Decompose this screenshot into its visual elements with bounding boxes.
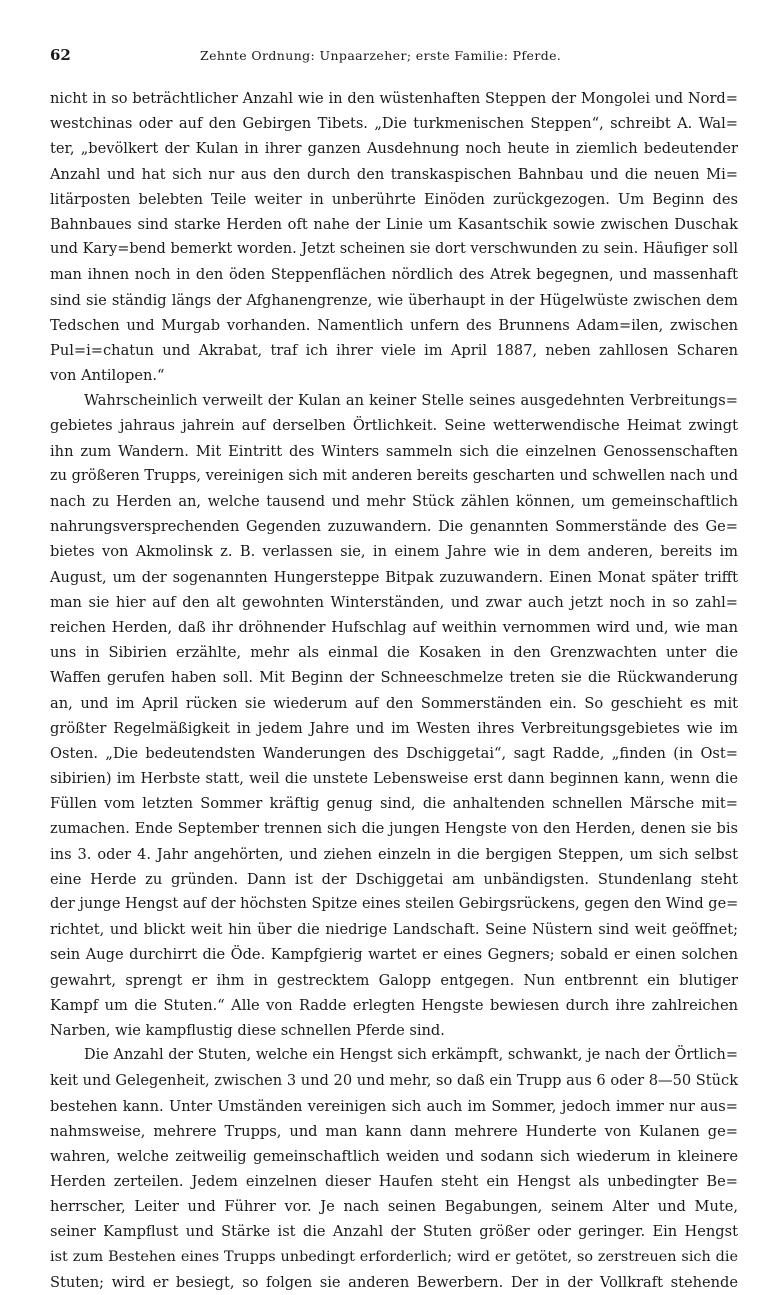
page-header — [50, 46, 738, 72]
text-line: zu größeren Trupps, vereinigen sich mit anderen bereits gescharten und schwellen nach und — [50, 467, 738, 484]
text-line: reichen Herden, daß ihr dröhnender Hufschlag auf weithin vernommen wird und, wie man — [50, 618, 738, 636]
text-line: Stuten; wird er besiegt, so folgen sie anderen Bewerbern. Der in der Vollkraft stehende — [50, 1273, 738, 1291]
text-line: und Kary=bend bemerkt worden. Jetzt scheinen sie dort verschwunden zu sein. Häufiger soll — [50, 241, 738, 258]
text-line: ter, „bevölkert der Kulan in ihrer ganzen Ausdehnung noch heute in ziemlich bedeutender — [50, 140, 738, 158]
page-number: 62 — [50, 46, 71, 64]
text-line: man sie hier auf den alt gewohnten Winterständen, und zwar auch jetzt noch in so zahl= — [50, 593, 738, 611]
body-text — [50, 86, 738, 1295]
text-line: Kampf um die Stuten.“ Alle von Radde erlegten Hengste bewiesen durch ihre zahlreichen — [50, 996, 738, 1014]
text-line: Herden zerteilen. Jedem einzelnen dieser Haufen steht ein Hengst als unbedingter Be= — [50, 1173, 738, 1191]
text-line: nahrungsversprechenden Gegenden zuzuwandern. Die genannten Sommerstände des Ge= — [50, 518, 738, 536]
text-line: eine Herde zu gründen. Dann ist der Dschiggetai am unbändigsten. Stundenlang steht — [50, 870, 738, 888]
text-line: ins 3. oder 4. Jahr angehörten, und ziehen einzeln in die bergigen Steppen, um sich selbst — [50, 845, 738, 863]
text-line: herrscher, Leiter und Führer vor. Je nach seinen Begabungen, seinem Alter und Mute, — [50, 1198, 738, 1216]
text-line: von Antilopen.“ — [50, 367, 165, 385]
text-line: richtet, und blickt weit hin über die niedrige Landschaft. Seine Nüstern sind weit geöffnet; — [50, 921, 738, 939]
book-page — [50, 46, 738, 1295]
text-line: ihn zum Wandern. Mit Eintritt des Winters sammeln sich die einzelnen Genossenschaften — [50, 442, 738, 460]
text-line: gewahrt, sprengt er ihm in gestrecktem Galopp entgegen. Nun entbrennt ein blutiger — [50, 971, 738, 989]
text-line: Die Anzahl der Stuten, welche ein Hengst sich erkämpft, schwankt, je nach der Örtlich= — [84, 1047, 738, 1064]
text-line: Wahrscheinlich verweilt der Kulan an keiner Stelle seines ausgedehnten Verbreitungs= — [84, 392, 738, 410]
text-line: August, um der sogenannten Hungersteppe Bitpak zuzuwandern. Einen Monat später trifft — [50, 568, 738, 586]
paragraph — [50, 1043, 738, 1295]
text-line: man ihnen noch in den öden Steppenflächen nördlich des Atrek begegnen, und massenhaft — [50, 266, 738, 284]
text-line: nicht in so beträchtlicher Anzahl wie in den wüstenhaften Steppen der Mongolei und Nord= — [50, 90, 738, 107]
text-line: gebietes jahraus jahrein auf derselben Örtlichkeit. Seine wetterwendische Heimat zwingt — [50, 417, 738, 435]
text-line: ist zum Bestehen eines Trupps unbedingt erforderlich; wird er getötet, so zerstreuen sich die — [50, 1248, 738, 1265]
text-line: Tedschen und Murgab vorhanden. Namentlich unfern des Brunnens Adam=ilen, zwischen — [50, 316, 738, 334]
paragraph — [50, 388, 738, 1043]
text-line: Waffen gerufen haben soll. Mit Beginn der Schneeschmelze treten sie die Rückwanderung — [50, 669, 738, 687]
text-line: an, und im April rücken sie wiederum auf den Sommerständen ein. So geschieht es mit — [50, 694, 738, 712]
running-head: Zehnte Ordnung: Unpaarzeher; erste Familie: Pferde. — [200, 48, 562, 63]
text-line: litärposten belebten Teile weiter in unberührte Einöden zurückgezogen. Um Beginn des — [50, 190, 738, 208]
text-line: größter Regelmäßigkeit in jedem Jahre und im Westen ihres Verbreitungsgebietes wie im — [50, 719, 738, 737]
text-line: Pul=i=chatun und Akrabat, traf ich ihrer viele im April 1887, neben zahllosen Scharen — [50, 341, 738, 359]
text-line: Narben, wie kampflustig diese schnellen Pferde sind. — [50, 1021, 445, 1039]
text-line: nahmsweise, mehrere Trupps, und man kann dann mehrere Hunderte von Kulanen ge= — [50, 1122, 738, 1140]
text-line: Bahnbaues sind starke Herden oft nahe der Linie um Kasantschik sowie zwischen Duschak — [50, 215, 738, 233]
text-line: sind sie ständig längs der Afghanengrenze, wie überhaupt in der Hügelwüste zwischen dem — [50, 291, 738, 309]
text-line: der junge Hengst auf der höchsten Spitze eines steilen Gebirgsrückens, gegen den Wind ge= — [50, 896, 739, 912]
text-line: keit und Gelegenheit, zwischen 3 und 20 und mehr, so daß ein Trupp aus 6 oder 8—50 Stück — [50, 1072, 739, 1090]
text-line: bietes von Akmolinsk z. B. verlassen sie, in einem Jahre wie in dem anderen, bereits im — [50, 543, 738, 561]
text-line: uns in Sibirien erzählte, mehr als einmal die Kosaken in den Grenzwachten unter die — [50, 644, 738, 662]
text-line: sibirien) im Herbste statt, weil die unstete Lebensweise erst dann beginnen kann, wenn die — [50, 770, 738, 788]
text-line: zumachen. Ende September trennen sich die jungen Hengste von den Herden, denen sie bis — [50, 820, 738, 838]
text-line: seiner Kampflust und Stärke ist die Anzahl der Stuten größer oder geringer. Ein Hengst — [50, 1223, 738, 1241]
text-line: westchinas oder auf den Gebirgen Tibets. „Die turkmenischen Steppen“, schreibt A. Wal= — [50, 115, 738, 133]
text-line: Osten. „Die bedeutendsten Wanderungen des Dschiggetai“, sagt Radde, „finden (in Ost= — [50, 744, 738, 762]
text-line: wahren, welche zeitweilig gemeinschaftlich weiden und sodann sich wiederum in kleinere — [50, 1147, 738, 1165]
text-line: Füllen vom letzten Sommer kräftig genug sind, die anhaltenden schnellen Märsche mit= — [50, 795, 738, 813]
text-line: bestehen kann. Unter Umständen vereinigen sich auch im Sommer, jedoch immer nur aus= — [50, 1097, 738, 1115]
text-line: sein Auge durchirrt die Öde. Kampfgierig wartet er eines Gegners; sobald er einen solchen — [50, 946, 738, 964]
paragraph — [50, 86, 738, 388]
text-line: Anzahl und hat sich nur aus den durch den transkaspischen Bahnbau und die neuen Mi= — [50, 165, 738, 183]
text-line: nach zu Herden an, welche tausend und mehr Stück zählen können, um gemeinschaftlich — [50, 493, 738, 510]
